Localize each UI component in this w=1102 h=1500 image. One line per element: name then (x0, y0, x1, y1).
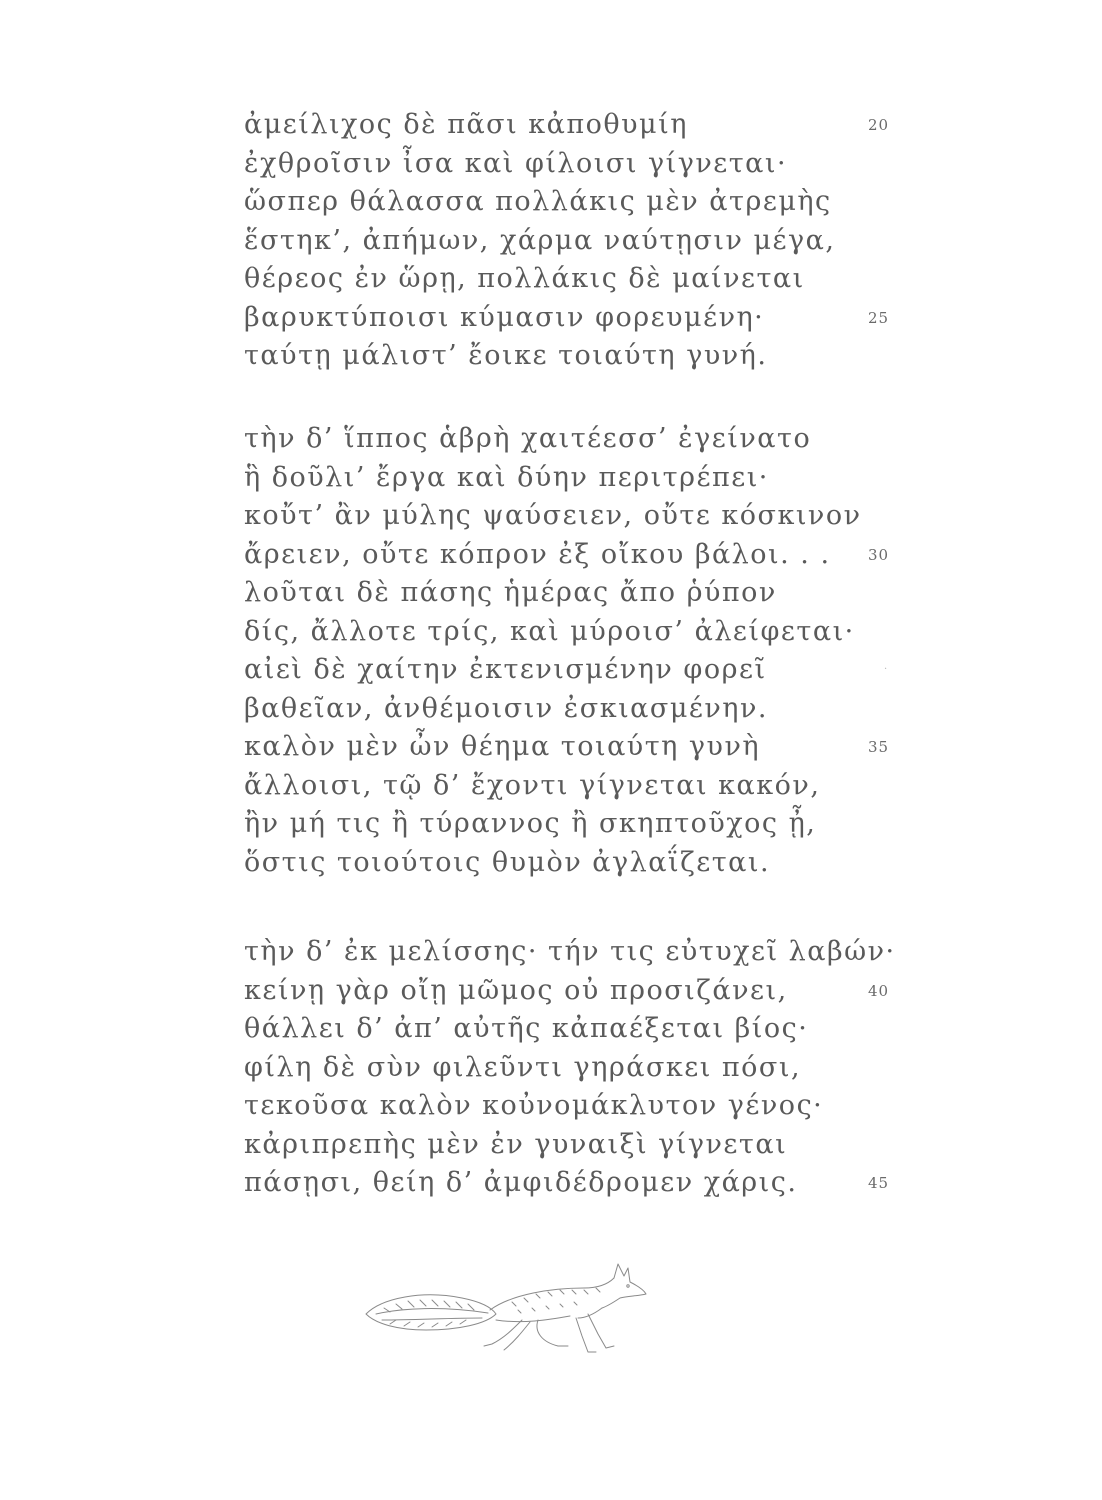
verse-line (244, 728, 890, 767)
verse-line (244, 574, 884, 613)
verse-line (244, 844, 884, 883)
stanza (244, 933, 896, 1203)
line-number: 45 (868, 1174, 890, 1192)
verse-text: ἣ δοῦλι’ ἔργα καὶ δύην περιτρέπει· (244, 461, 769, 493)
line-number: 35 (868, 738, 890, 756)
verse-line (244, 299, 890, 338)
verse-line (244, 1164, 890, 1203)
line-number: 20 (868, 116, 890, 134)
line-number: 25 (868, 308, 890, 327)
line-number: 30 (868, 545, 890, 564)
verse-line (244, 1049, 884, 1088)
verse-line (244, 337, 884, 376)
verse-text: ἢν μή τις ἢ τύραννος ἢ σκηπτοῦχος ᾖ, (244, 808, 817, 839)
verse-text: κἀριπρεπὴς μὲν ἐν γυναιξὶ γίγνεται (244, 1128, 788, 1160)
verse-text: ἄρειεν, οὔτε κόπρον ἐξ οἴκου βάλοι. . . (244, 538, 831, 570)
verse-text: ἕστηκ’, ἀπήμων, χάρμα ναύτῃσιν μέγα, (244, 224, 836, 256)
verse-line (244, 459, 884, 498)
verse-line (244, 420, 884, 459)
verse-text: αἰεὶ δὲ χαίτην ἐκτενισμένην φορεῖ (244, 654, 767, 685)
verse-line (244, 972, 890, 1011)
fox-drawing-icon (362, 1258, 648, 1368)
verse-text: θάλλει δ’ ἀπ’ αὐτῆς κἀπαέξεται βίος· (244, 1013, 809, 1044)
verse-text: φίλη δὲ σὺν φιλεῦντι γηράσκει πόσι, (244, 1051, 802, 1083)
verse-line (244, 690, 884, 729)
verse-text: κοὔτ’ ἂν μύλης ψαύσειεν, οὔτε κόσκινον (244, 500, 862, 531)
stanza (244, 420, 890, 882)
verse-text: ταύτῃ μάλιστ’ ἔοικε τοιαύτη γυνή. (244, 340, 768, 371)
verse-line (244, 536, 890, 575)
verse-text: ὥσπερ θάλασσα πολλάκις μὲν ἀτρεμὴς (244, 186, 832, 217)
verse-text: τὴν δ’ ἐκ μελίσσης· τήν τις εὐτυχεῖ λαβών· (244, 936, 896, 967)
verse-line (244, 613, 884, 652)
verse-line (244, 260, 884, 299)
margin-mark: · (884, 664, 889, 675)
verse-line (244, 1126, 884, 1165)
verse-text: ὅστις τοιούτοις θυμὸν ἀγλαΐζεται. (244, 846, 771, 878)
verse-text: καλὸν μὲν ὦν θέημα τοιαύτη γυνὴ (244, 731, 761, 762)
verse-line (244, 106, 890, 145)
verse-text: ἀμείλιχος δὲ πᾶσι κἀποθυμίη (244, 109, 688, 140)
verse-text: πάσῃσι, θείη δ’ ἀμφιδέδρομεν χάρις. (244, 1167, 798, 1198)
verse-text: θέρεος ἐν ὥρῃ, πολλάκις δὲ μαίνεται (244, 263, 805, 294)
verse-line (244, 1010, 884, 1049)
verse-text: λοῦται δὲ πάσης ἡμέρας ἄπο ῥύπον (244, 577, 777, 608)
verse-line (244, 222, 884, 261)
verse-line (244, 933, 896, 972)
verse-line (244, 1087, 884, 1126)
verse-line (244, 497, 884, 536)
verse-text: ἐχθροῖσιν ἶσα καὶ φίλοισι γίγνεται· (244, 147, 788, 179)
verse-line (244, 651, 889, 690)
verse-line (244, 183, 884, 222)
stanza (244, 106, 890, 376)
line-number: 40 (868, 981, 890, 1000)
verse-line (244, 805, 884, 844)
verse-text: τεκοῦσα καλὸν κοὐνομάκλυτον γένος· (244, 1090, 824, 1121)
verse-line (244, 767, 884, 806)
verse-text: δίς, ἄλλοτε τρίς, καὶ μύροισ’ ἀλείφεται· (244, 615, 855, 647)
verse-text: τὴν δ’ ἵππος ἁβρὴ χαιτέεσσ’ ἐγείνατο (244, 423, 812, 454)
verse-text: κείνῃ γὰρ οἴῃ μῶμος οὐ προσιζάνει, (244, 974, 788, 1006)
verse-line (244, 145, 884, 184)
verse-text: ἄλλοισι, τῷ δ’ ἔχοντι γίγνεται κακόν, (244, 769, 821, 801)
verse-text: βαθεῖαν, ἀνθέμοισιν ἐσκιασμένην. (244, 692, 768, 724)
verse-text: βαρυκτύποισι κύμασιν φορευμένη· (244, 301, 765, 333)
